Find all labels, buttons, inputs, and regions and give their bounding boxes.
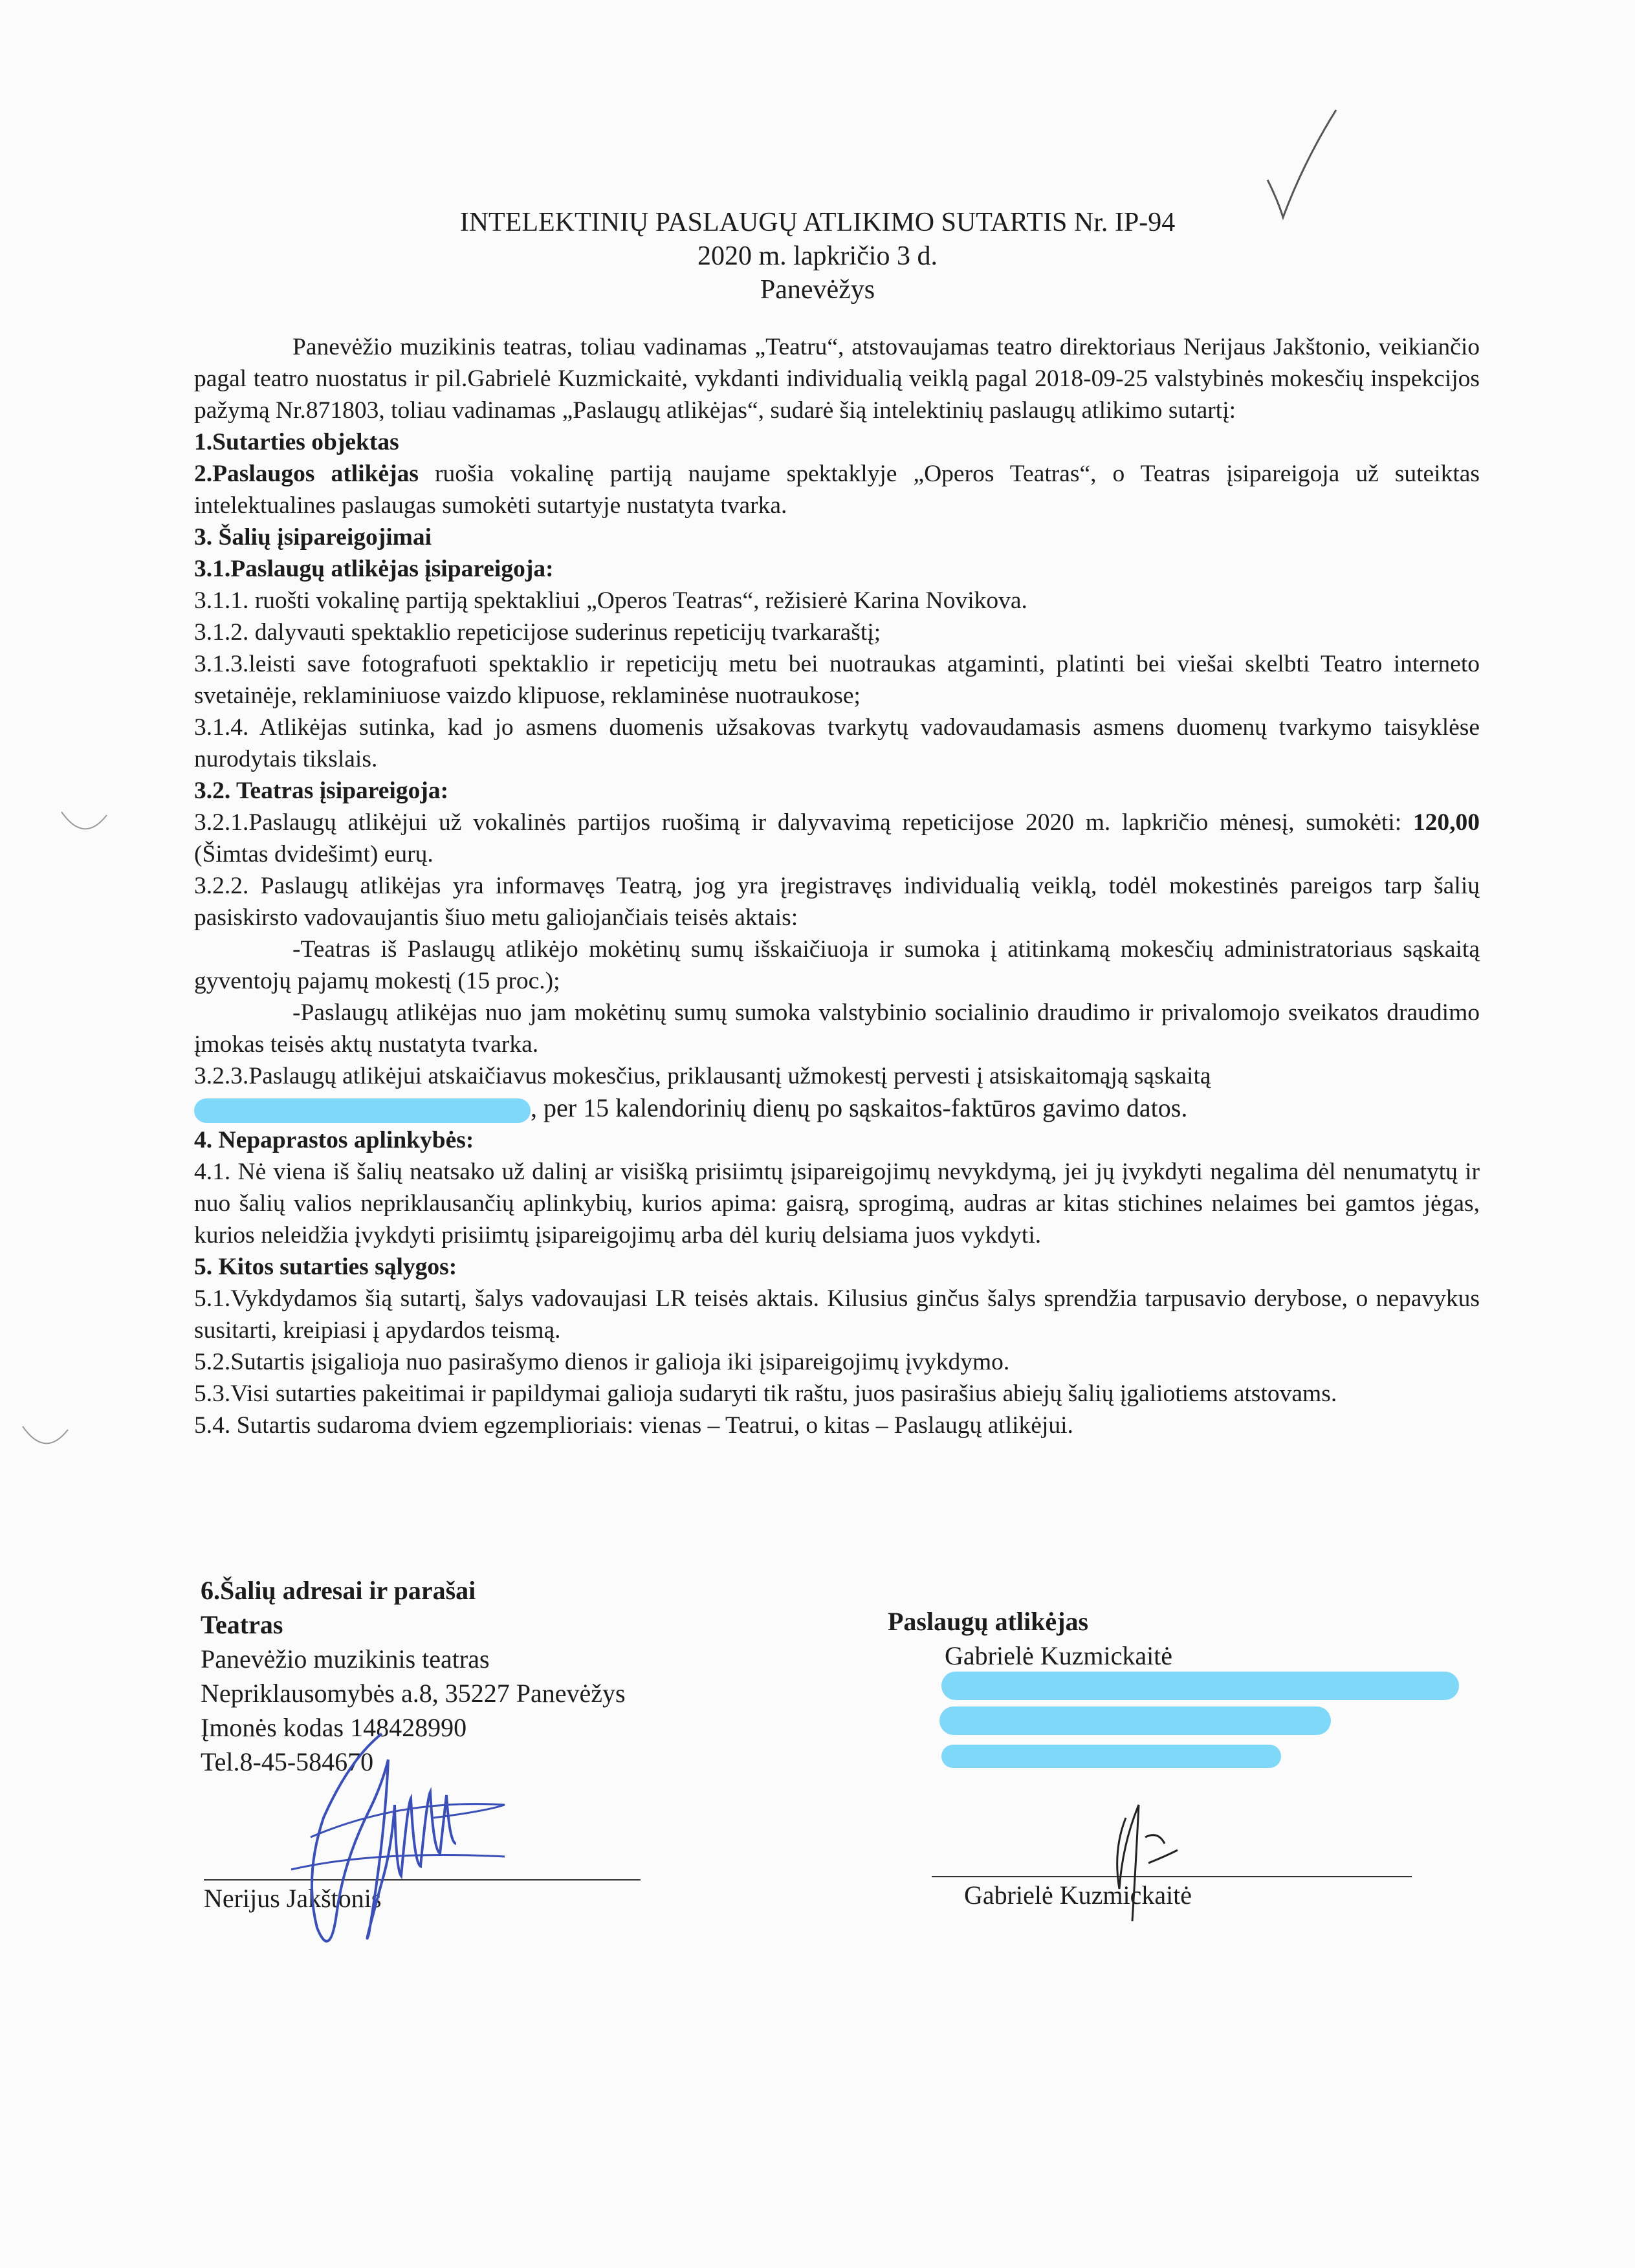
- performer-label: Paslaugų atlikėjas: [888, 1607, 1089, 1636]
- theatre-label: Teatras: [201, 1610, 283, 1639]
- theatre-signatory-name: Nerijus Jakštonis: [204, 1884, 382, 1913]
- clause-5-3: 5.3.Visi sutarties pakeitimai ir papildymai galioja sudaryti tik raštu, juos pasirašius abiejų šalių įgaliotiems atstovams.: [194, 1380, 1337, 1407]
- section-4-heading: 4. Nepaprastos aplinkybės:: [194, 1127, 474, 1153]
- clause-3-2-3-tail: , per 15 kalendorinių dienų po sąskaitos-faktūros gavimo datos.: [531, 1093, 1188, 1122]
- redacted-performer-email: [941, 1745, 1281, 1768]
- section-2-text: ruošia vokalinę partiją naujame spektaklyje „Operos Teatras“, o Teatras įsipareigoja už suteiktas intelektualines paslaugas sumokėti sutartyje nustatyta tvarka.: [194, 461, 1480, 519]
- section-3-heading: 3. Šalių įsipareigojimai: [194, 524, 432, 551]
- theatre-name: Panevėžio muzikinis teatras: [201, 1644, 490, 1674]
- clause-3-1-1: 3.1.1. ruošti vokalinę partiją spektakliui „Operos Teatras“, režisierė Karina Novikova.: [194, 587, 1027, 614]
- payment-amount: 120,00: [1412, 809, 1480, 836]
- clause-4-1: 4.1. Nė viena iš šalių neatsako už dalinį ar visišką prisiimtų įsipareigojimų nevykdymą, jei jų įvykdyti negalima dėl nenumatytų ir nuo šalių valios nepriklausančių aplinkybių, kurios apima: gaisrą, sprogimą, audras ar kitas stichines nelaimes bei gamtos jėgas, kurios neleidžia įvykdyti prisiimtų įsipareigojimų arba dėl kurių delsiama juos vykdyti.: [194, 1159, 1480, 1248]
- punch-hole-icon: [19, 1420, 71, 1459]
- theatre-phone: Tel.8-45-584670: [201, 1747, 374, 1776]
- clause-3-2-2: 3.2.2. Paslaugų atlikėjas yra informavęs Teatrą, jog yra įregistravęs individualią veiklą, todėl mokestinės pareigos tarp šalių pasiskirsto vadovaujantis šiuo metu galiojančiais teisės aktais:: [194, 873, 1480, 931]
- clause-5-2: 5.2.Sutartis įsigalioja nuo pasirašymo dienos ir galioja iki įsipareigojimų įvykdymo.: [194, 1349, 1010, 1375]
- document-title: INTELEKTINIŲ PASLAUGŲ ATLIKIMO SUTARTIS Nr. IP-94: [459, 208, 1176, 237]
- performer-name: Gabrielė Kuzmickaitė: [945, 1641, 1173, 1670]
- theatre-signature-icon: [272, 1721, 518, 1967]
- document-date: 2020 m. lapkričio 3 d.: [697, 241, 938, 271]
- redacted-performer-address: [941, 1672, 1459, 1700]
- section-3-2-heading: 3.2. Teatras įsipareigoja:: [194, 778, 449, 804]
- performer-details: [888, 1604, 1470, 1673]
- intro-paragraph: Panevėžio muzikinis teatras, toliau vadinamas „Teatru“, atstovaujamas teatro direktoriaus Nerijaus Jakštonio, veikiančio pagal teatro nuostatus ir pil.Gabrielė Kuzmickaitė, vykdanti individualią veiklą pagal 2018-09-25 valstybinės mokesčių inspekcijos pažymą Nr.871803, toliau vadinamas „Paslaugų atlikėjas“, sudarė šią intelektinių paslaugų atlikimo sutartį:: [194, 334, 1480, 424]
- clause-3-2-2-a: -Teatras iš Paslaugų atlikėjo mokėtinų sumų išskaičiuoja ir sumoka į atitinkamą mokesčių administratoriaus sąskaitą gyventojų pajamų mokestį (15 proc.);: [194, 936, 1480, 994]
- clause-5-1: 5.1.Vykdydamos šią sutartį, šalys vadovaujasi LR teisės aktais. Kilusius ginčus šalys sprendžia tarpusavio derybose, o nepavykus susitarti, kreipiasi į apydardos teismą.: [194, 1285, 1480, 1344]
- section-3-1-heading: 3.1.Paslaugų atlikėjas įsipareigoja:: [194, 556, 554, 582]
- redacted-performer-account: [939, 1706, 1331, 1735]
- document-city: Panevėžys: [760, 275, 875, 305]
- section-1-heading: 1.Sutarties objektas: [194, 429, 399, 455]
- clause-3-1-2: 3.1.2. dalyvauti spektaklio repeticijose suderinus repeticijų tvarkaraštį;: [194, 619, 881, 646]
- section-2-lead: 2.Paslaugos atlikėjas: [194, 461, 419, 487]
- clause-3-2-3: 3.2.3.Paslaugų atlikėjui atskaičiavus mokesčius, priklausantį užmokestį pervesti į atsiskaitomąją sąskaitą: [194, 1063, 1211, 1089]
- performer-signatory-name: Gabrielė Kuzmickaitė: [964, 1881, 1192, 1910]
- theatre-code: Įmonės kodas 148428990: [201, 1713, 467, 1742]
- bank-account-line: [194, 1092, 1480, 1124]
- clause-3-2-1-tail: (Šimtas dvidešimt) eurų.: [194, 841, 433, 867]
- clause-3-1-3: 3.1.3.leisti save fotografuoti spektaklio ir repeticijų metu bei nuotraukas atgaminti, platinti bei viešai skelbti Teatro interneto svetainėje, reklaminiuose vaizdo klipuose, reklaminėse nuotraukose;: [194, 651, 1480, 709]
- redacted-bank-account: [194, 1098, 531, 1123]
- section-2-paragraph: [194, 458, 1480, 521]
- theatre-address: Nepriklausomybės a.8, 35227 Panevėžys: [201, 1679, 626, 1708]
- clause-5-4: 5.4. Sutartis sudaroma dviem egzemplioriais: vienas – Teatrui, o kitas – Paslaugų atlikėjui.: [194, 1412, 1073, 1439]
- contract-body: [194, 331, 1480, 1441]
- section-6-heading: 6.Šalių adresai ir parašai: [201, 1576, 476, 1605]
- performer-signature-icon: [1087, 1792, 1191, 1934]
- clause-3-2-1-text: 3.2.1.Paslaugų atlikėjui už vokalinės partijos ruošimą ir dalyvavimą repeticijose 2020 m. lapkričio mėnesį, sumokėti:: [194, 809, 1413, 836]
- clause-3-2-2-b: -Paslaugų atlikėjas nuo jam mokėtinų sumų sumoka valstybinio socialinio draudimo ir privalomojo sveikatos draudimo įmokas teisės aktų nustatyta tvarka.: [194, 999, 1480, 1058]
- section-5-heading: 5. Kitos sutarties sąlygos:: [194, 1254, 457, 1280]
- punch-hole-icon: [58, 805, 110, 844]
- clause-3-1-4: 3.1.4. Atlikėjas sutinka, kad jo asmens duomenis užsakovas tvarkytų vadovaudamasis asmens duomenų tvarkymo taisyklėse nurodytais tikslais.: [194, 714, 1480, 772]
- clause-3-2-1: [194, 807, 1480, 870]
- checkmark-icon: [1258, 104, 1343, 226]
